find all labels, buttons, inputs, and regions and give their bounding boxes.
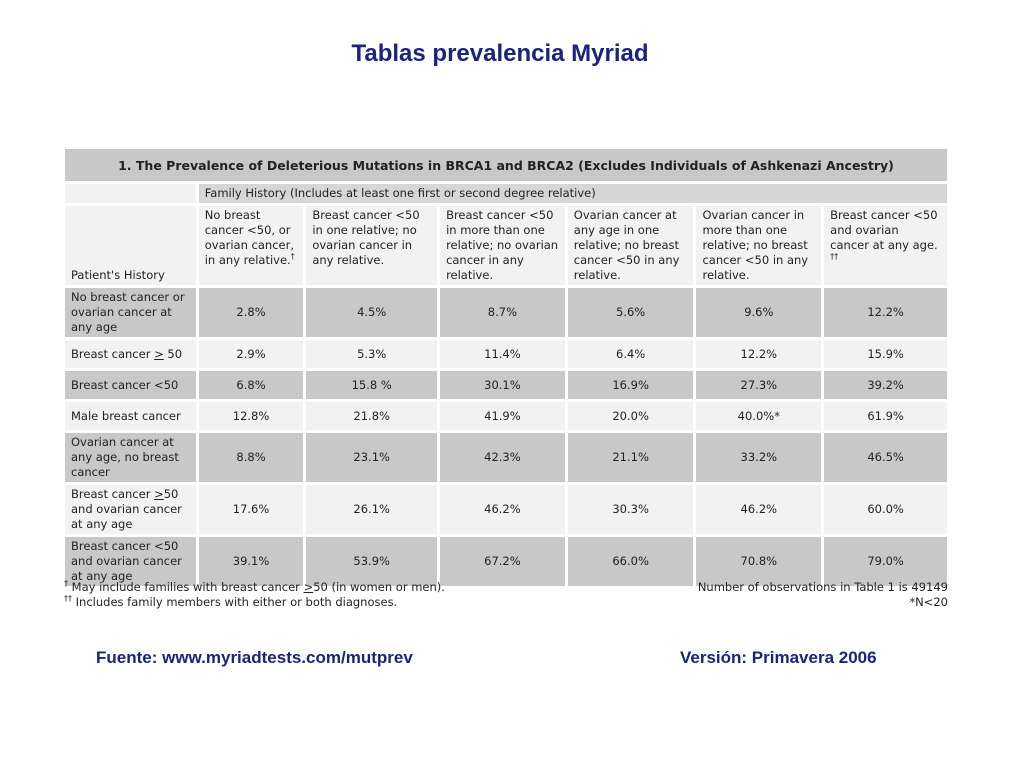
value-cell: 46.5% <box>824 433 947 482</box>
value-cell: 40.0%* <box>696 402 821 430</box>
row-label-symbol: > <box>154 346 164 361</box>
column-header <box>440 206 565 285</box>
value-cell: 27.3% <box>696 371 821 399</box>
column-header-label: No breast cancer <50, or ovarian cancer, in any relative. <box>204 208 294 267</box>
source-text: Fuente: www.myriadtests.com/mutprev <box>96 648 413 667</box>
value-cell: 70.8% <box>696 537 821 586</box>
row-label <box>65 340 196 368</box>
value-cell: 5.3% <box>306 340 437 368</box>
value-cell: 2.9% <box>199 340 304 368</box>
value-cell: 5.6% <box>568 288 694 337</box>
value-cell: 21.8% <box>306 402 437 430</box>
value-cell: 23.1% <box>306 433 437 482</box>
dagger-mark: † <box>290 252 295 262</box>
row-label-text: Breast cancer <box>71 487 155 501</box>
value-cell: 11.4% <box>440 340 565 368</box>
value-cell: 46.2% <box>696 485 821 534</box>
value-cell: 46.2% <box>440 485 565 534</box>
footnote-text: 50 (in women or men). <box>313 580 445 594</box>
value-cell: 16.9% <box>568 371 694 399</box>
value-cell: 15.8 % <box>306 371 437 399</box>
footnotes-left <box>64 580 584 610</box>
value-cell: 26.1% <box>306 485 437 534</box>
column-header-label: Breast cancer <50 in more than one relative; no ovarian cancer in any relative. <box>446 208 559 282</box>
table-row <box>65 537 947 586</box>
version-text: Versión: Primavera 2006 <box>680 648 877 667</box>
value-cell: 33.2% <box>696 433 821 482</box>
value-cell: 6.4% <box>568 340 694 368</box>
value-cell: 12.2% <box>824 288 947 337</box>
value-cell: 20.0% <box>568 402 694 430</box>
footnote-text: May include families with breast cancer <box>71 580 304 594</box>
table-row <box>65 433 947 482</box>
value-cell: 30.1% <box>440 371 565 399</box>
value-cell: 30.3% <box>568 485 694 534</box>
table-row <box>65 340 947 368</box>
value-cell: 42.3% <box>440 433 565 482</box>
row-label-text: 50 <box>163 346 183 361</box>
value-cell: 15.9% <box>824 340 947 368</box>
value-cell: 12.2% <box>696 340 821 368</box>
value-cell: 79.0% <box>824 537 947 586</box>
slide-title: Tablas prevalencia Myriad <box>351 40 649 67</box>
value-cell: 2.8% <box>199 288 304 337</box>
table-row <box>65 288 947 337</box>
value-cell: 6.8% <box>199 371 304 399</box>
double-dagger-mark: †† <box>830 252 839 262</box>
value-cell: 53.9% <box>306 537 437 586</box>
column-header-label: Ovarian cancer at any age in one relative; no breast cancer <50 in any relative. <box>573 208 680 282</box>
value-cell: 39.1% <box>199 537 304 586</box>
table-row <box>65 485 947 534</box>
value-cell: 17.6% <box>199 485 304 534</box>
value-cell: 12.8% <box>199 402 304 430</box>
family-history-header: Family History (Includes at least one first or second degree relative) <box>199 184 947 203</box>
value-cell: 4.5% <box>306 288 437 337</box>
footnotes-right <box>628 580 948 610</box>
value-cell: 8.8% <box>199 433 304 482</box>
row-label-text: Breast cancer <box>71 346 155 361</box>
column-header <box>824 206 947 285</box>
column-header <box>306 206 437 285</box>
dagger-mark: † <box>64 579 68 589</box>
column-header <box>696 206 821 285</box>
n-note: *N<20 <box>909 595 948 609</box>
column-header-label: Ovarian cancer in more than one relative; no breast cancer <50 in any relative. <box>702 208 809 282</box>
row-label: Breast cancer <50 and ovarian cancer at any age <box>65 537 196 586</box>
blank-header-cell <box>65 184 196 203</box>
column-header <box>199 206 304 285</box>
value-cell: 39.2% <box>824 371 947 399</box>
footnote-text: Includes family members with either or both diagnoses. <box>75 595 398 609</box>
prevalence-table-container <box>62 146 950 589</box>
double-dagger-mark: †† <box>64 594 72 604</box>
patients-history-header: Patient's History <box>65 206 196 285</box>
row-label-text: 50 and ovarian cancer at any age <box>71 487 182 531</box>
row-label <box>65 485 196 534</box>
column-header-label: Breast cancer <50 in one relative; no ovarian cancer in any relative. <box>312 208 420 267</box>
row-label: Ovarian cancer at any age, no breast cancer <box>65 433 196 482</box>
double-dagger-footnote <box>64 595 584 610</box>
value-cell: 21.1% <box>568 433 694 482</box>
column-header-label: Breast cancer <50 and ovarian cancer at any age. <box>830 208 938 252</box>
row-label: Breast cancer <50 <box>65 371 196 399</box>
column-header <box>568 206 694 285</box>
row-label: Male breast cancer <box>65 402 196 430</box>
row-label: No breast cancer or ovarian cancer at any age <box>65 288 196 337</box>
value-cell: 8.7% <box>440 288 565 337</box>
table-row <box>65 371 947 399</box>
observations-note: Number of observations in Table 1 is 49149 <box>697 580 948 594</box>
prevalence-table <box>62 146 950 589</box>
value-cell: 9.6% <box>696 288 821 337</box>
value-cell: 67.2% <box>440 537 565 586</box>
dagger-footnote <box>64 580 584 595</box>
value-cell: 60.0% <box>824 485 947 534</box>
table-title: 1. The Prevalence of Deleterious Mutations in BRCA1 and BRCA2 (Excludes Individuals of Ashkenazi Ancestry) <box>65 149 947 181</box>
footnote-symbol: > <box>303 580 314 594</box>
value-cell: 66.0% <box>568 537 694 586</box>
value-cell: 61.9% <box>824 402 947 430</box>
value-cell: 41.9% <box>440 402 565 430</box>
row-label-symbol: > <box>154 487 164 501</box>
table-row <box>65 402 947 430</box>
